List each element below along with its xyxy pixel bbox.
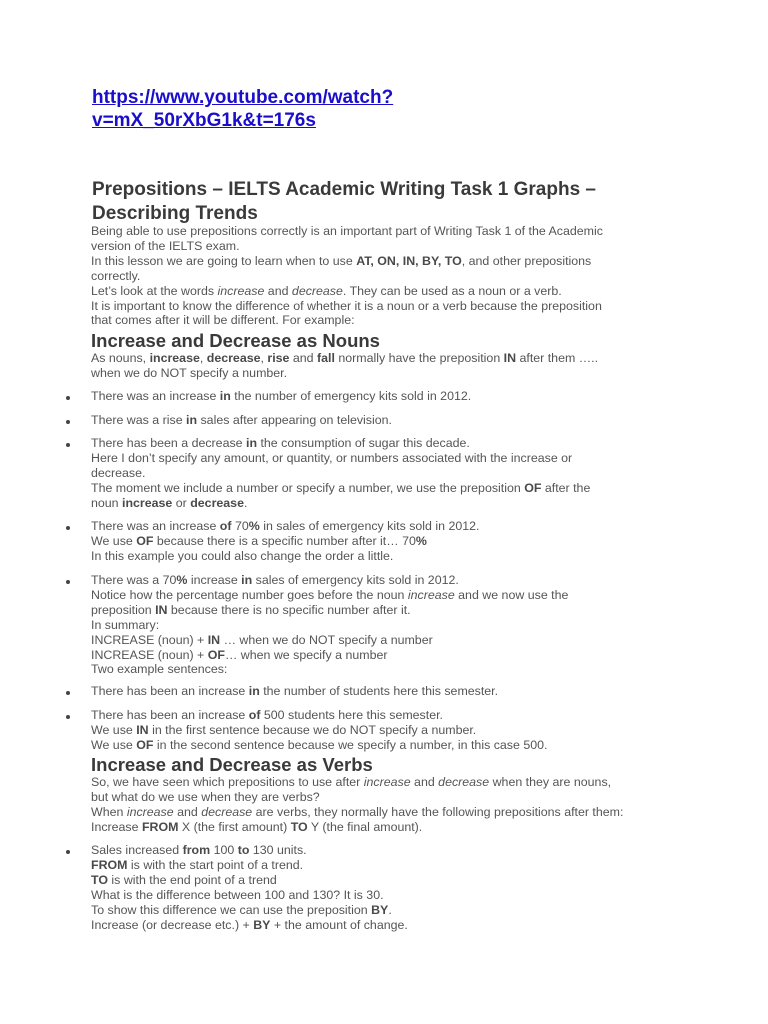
bullet-dot xyxy=(66,691,70,695)
list-item xyxy=(91,413,671,428)
text-run: and xyxy=(289,351,317,365)
intro-text: , and other prepositions xyxy=(461,253,592,268)
bullet-dot xyxy=(66,396,70,400)
list-item xyxy=(91,573,671,677)
intro-italic-word: increase xyxy=(217,283,265,298)
text-run: after the xyxy=(541,480,591,495)
text-run: There was a rise xyxy=(91,413,187,427)
text-run: when we do NOT specify a number. xyxy=(91,365,288,380)
text-run: 70 xyxy=(231,519,249,533)
text-run: 100 xyxy=(210,843,238,857)
text-run: the consumption of sugar this decade. xyxy=(257,436,470,450)
intro-text: . They can be used as a noun or a verb. xyxy=(342,283,562,298)
text-run: INCREASE (noun) + xyxy=(91,647,208,662)
bold-text: TO xyxy=(91,872,108,887)
text-run: . xyxy=(388,902,392,917)
intro-text: Being able to use prepositions correctly is an important part of Writing Task 1 of the Academic xyxy=(91,224,603,238)
title-line-1: Prepositions – IELTS Academic Writing Task 1 Graphs – xyxy=(92,179,596,200)
text-run: is with the start point of a trend. xyxy=(127,857,304,872)
text-run: normally have the preposition xyxy=(334,351,504,365)
bold-text: rise xyxy=(267,351,290,365)
text-run: the number of emergency kits sold in 2012. xyxy=(230,389,472,403)
section-heading-nouns: Increase and Decrease as Nouns xyxy=(91,330,380,351)
text-run: There was an increase xyxy=(91,519,220,533)
intro-text: In this lesson we are going to learn when to use xyxy=(91,253,357,268)
verbs-paragraph xyxy=(91,775,691,835)
text-run: but what do we use when they are verbs? xyxy=(91,789,320,804)
text-run: Here I don’t specify any amount, or quantity, or numbers associated with the increase or xyxy=(91,450,573,465)
text-run: The moment we include a number or specify a number, we use the preposition xyxy=(91,480,525,495)
text-run: decrease. xyxy=(91,465,146,480)
nouns-paragraph xyxy=(91,351,671,381)
bold-text: in xyxy=(248,684,260,698)
bold-text: OF xyxy=(136,533,154,548)
text-run: We use xyxy=(91,737,137,752)
bold-text: IN xyxy=(207,632,221,647)
bold-text: in xyxy=(186,413,198,427)
intro-text: and xyxy=(264,283,292,298)
bold-text: BY xyxy=(253,917,271,932)
text-run: There was a 70 xyxy=(91,573,177,587)
text-run: In this example you could also change the order a little. xyxy=(91,548,394,563)
text-run: is with the end point of a trend xyxy=(107,872,277,887)
intro-text: that comes after it will be different. For example: xyxy=(91,313,355,328)
text-run: and xyxy=(410,775,439,789)
list-item xyxy=(91,684,671,699)
text-run: are verbs, they normally have the following prepositions after them: xyxy=(252,804,624,819)
text-run: when they are nouns, xyxy=(489,775,612,789)
text-run: , xyxy=(260,351,268,365)
italic-text: decrease xyxy=(438,775,490,789)
text-run: the number of students here this semester. xyxy=(259,684,499,698)
bullet-dot xyxy=(66,443,70,447)
bold-text: increase xyxy=(122,495,173,510)
intro-paragraph xyxy=(91,224,671,328)
bold-text: IN xyxy=(155,602,168,617)
bold-text: IN xyxy=(136,722,149,737)
italic-text: increase xyxy=(363,775,411,789)
text-run: in the first sentence because we do NOT specify a number. xyxy=(148,722,477,737)
italic-text: decrease xyxy=(201,804,253,819)
list-item xyxy=(91,708,671,753)
italic-text: increase xyxy=(407,587,455,602)
bold-text: TO xyxy=(290,819,308,834)
text-run: in sales of emergency kits sold in 2012. xyxy=(259,519,480,533)
bold-text: of xyxy=(219,519,232,533)
list-item xyxy=(91,843,671,932)
intro-text: It is important to know the difference of whether it is a noun or a verb because the preposition xyxy=(91,298,602,313)
text-run: because there is no specific number after it. xyxy=(167,602,411,617)
text-run: and xyxy=(173,804,202,819)
list-item xyxy=(91,389,671,404)
bold-text: OF xyxy=(136,737,154,752)
bold-text: FROM xyxy=(91,857,128,872)
bold-text: FROM xyxy=(141,819,179,834)
bold-text: in xyxy=(241,573,253,587)
text-run: sales of emergency kits sold in 2012. xyxy=(252,573,459,587)
bullet-dot xyxy=(66,580,70,584)
bold-text: in xyxy=(219,389,231,403)
bullet-dot xyxy=(66,526,70,530)
text-run: Sales increased xyxy=(91,843,183,857)
bold-text: IN xyxy=(503,351,517,365)
intro-text: correctly. xyxy=(91,268,141,283)
bold-text: % xyxy=(415,533,427,548)
intro-bold-prepositions: AT, ON, IN, BY, TO xyxy=(356,253,462,268)
list-item xyxy=(91,519,671,564)
bold-text: decrease xyxy=(206,351,261,365)
text-run: noun xyxy=(91,495,123,510)
bold-text: OF xyxy=(207,647,225,662)
text-run: . xyxy=(243,495,248,510)
text-run: Notice how the percentage number goes before the noun xyxy=(91,587,408,602)
text-run: in the second sentence because we specify a number, in this case 500. xyxy=(153,737,548,752)
bullet-dot xyxy=(66,850,70,854)
link-line-2[interactable]: v=mX_50rXbG1k&t=176s xyxy=(92,110,316,131)
text-run: When xyxy=(91,804,127,819)
bold-text: % xyxy=(248,519,260,533)
list-item xyxy=(91,436,671,511)
text-run: There has been an increase xyxy=(91,708,249,722)
bold-text: % xyxy=(176,573,188,587)
bold-text: decrease xyxy=(190,495,244,510)
text-run: after them ….. xyxy=(516,351,599,365)
italic-text: increase xyxy=(126,804,174,819)
text-run: In summary: xyxy=(91,617,160,632)
text-run: What is the difference between 100 and 130? It is 30. xyxy=(91,887,384,902)
intro-italic-word: decrease xyxy=(291,283,343,298)
text-run: 500 students here this semester. xyxy=(260,708,443,722)
text-run: Increase (or decrease etc.) + xyxy=(91,917,254,932)
text-run: There has been a decrease xyxy=(91,436,246,450)
text-run: … when we do NOT specify a number xyxy=(220,632,433,647)
section-heading-verbs: Increase and Decrease as Verbs xyxy=(91,754,373,775)
text-run: Two example sentences: xyxy=(91,662,228,677)
bold-text: to xyxy=(237,843,250,857)
text-run: increase xyxy=(187,573,242,587)
bold-text: fall xyxy=(317,351,335,365)
bullet-dot xyxy=(66,420,70,424)
youtube-link[interactable] xyxy=(92,86,512,132)
text-run: + the amount of change. xyxy=(270,917,408,932)
text-run: There has been an increase xyxy=(91,684,249,698)
text-run: preposition xyxy=(91,602,156,617)
bullet-dot xyxy=(66,715,70,719)
text-run: or xyxy=(172,495,191,510)
link-line-1[interactable]: https://www.youtube.com/watch? xyxy=(92,87,394,108)
bold-text: of xyxy=(248,708,261,722)
text-run: As nouns, xyxy=(91,351,150,365)
text-run: because there is a specific number after it… 70 xyxy=(153,533,416,548)
bold-text: from xyxy=(182,843,211,857)
text-run: There was an increase xyxy=(91,389,220,403)
page-title xyxy=(92,178,692,226)
text-run: So, we have seen which prepositions to use after xyxy=(91,775,364,789)
text-run: 130 units. xyxy=(249,843,307,857)
text-run: X (the first amount) xyxy=(178,819,291,834)
text-run: , xyxy=(199,351,207,365)
text-run: To show this difference we can use the preposition xyxy=(91,902,372,917)
text-run: INCREASE (noun) + xyxy=(91,632,208,647)
text-run: Y (the final amount). xyxy=(307,819,423,834)
text-run: … when we specify a number xyxy=(224,647,388,662)
text-run: We use xyxy=(91,533,137,548)
intro-text: Let’s look at the words xyxy=(91,283,218,298)
title-line-2: Describing Trends xyxy=(92,203,258,224)
bold-text: increase xyxy=(149,351,200,365)
text-run: Increase xyxy=(91,819,142,834)
intro-text: version of the IELTS exam. xyxy=(91,238,240,253)
bold-text: in xyxy=(246,436,258,450)
bold-text: BY xyxy=(371,902,389,917)
bold-text: OF xyxy=(524,480,542,495)
text-run: We use xyxy=(91,722,137,737)
text-run: and we now use the xyxy=(454,587,569,602)
text-run: sales after appearing on television. xyxy=(197,413,392,427)
